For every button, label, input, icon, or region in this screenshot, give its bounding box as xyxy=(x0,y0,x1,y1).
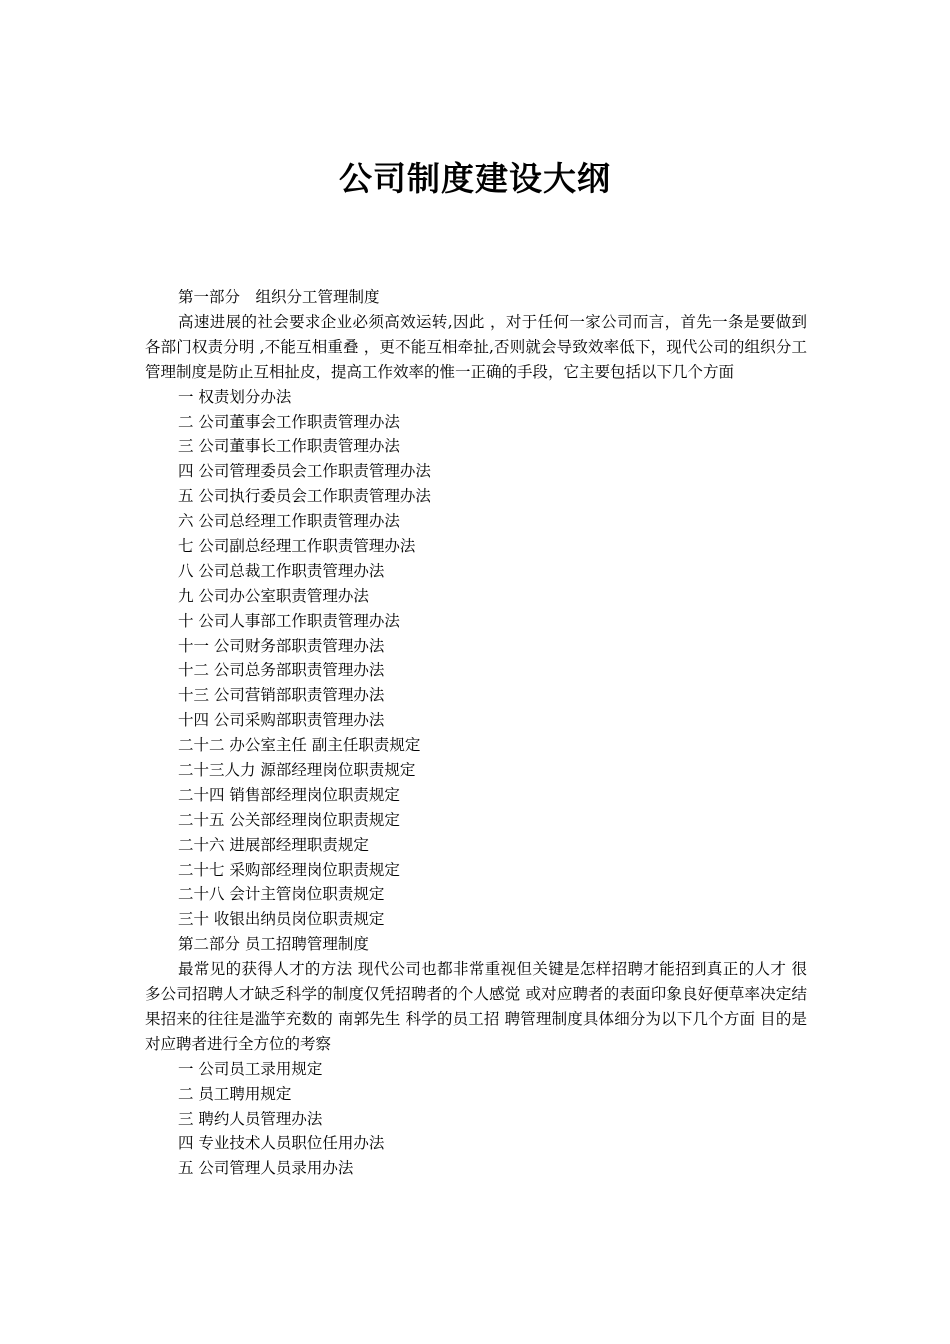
list-item: 十四 公司采购部职责管理办法 xyxy=(178,711,385,730)
list-item: 四 专业技术人员职位任用办法 xyxy=(178,1134,385,1153)
list-item: 二十五 公关部经理岗位职责规定 xyxy=(178,810,400,829)
list-item: 二十六 进展部经理职责规定 xyxy=(178,835,369,854)
part2-heading: 第二部分 员工招聘管理制度 xyxy=(178,935,369,954)
list-item: 六 公司总经理工作职责管理办法 xyxy=(178,512,400,531)
list-item: 九 公司办公室职责管理办法 xyxy=(178,586,369,605)
list-item: 十二 公司总务部职责管理办法 xyxy=(178,661,385,680)
list-item: 二 员工聘用规定 xyxy=(178,1084,292,1103)
list-item: 四 公司管理委员会工作职责管理办法 xyxy=(178,462,431,481)
part1-heading: 第一部分 组织分工管理制度 xyxy=(178,288,380,306)
list-item: 二十三人力 源部经理岗位职责规定 xyxy=(178,760,416,779)
part1-item-list xyxy=(145,385,807,933)
list-item: 十 公司人事部工作职责管理办法 xyxy=(178,611,400,630)
list-item: 五 公司管理人员录用办法 xyxy=(178,1159,354,1178)
list-item: 三 公司董事长工作职责管理办法 xyxy=(178,437,400,456)
document-body xyxy=(145,285,807,1181)
list-item: 八 公司总裁工作职责管理办法 xyxy=(178,561,385,580)
list-item: 二十二 办公室主任 副主任职责规定 xyxy=(178,736,421,755)
part2-item-list xyxy=(145,1057,807,1181)
list-item: 十一 公司财务部职责管理办法 xyxy=(178,636,385,655)
list-item: 十三 公司营销部职责管理办法 xyxy=(178,686,385,705)
list-item: 二 公司董事会工作职责管理办法 xyxy=(178,412,400,431)
part2-intro-paragraph: 最常见的获得人才的方法 现代公司也都非常重视但关键是怎样招聘才能招到真正的人才 很多公司招聘人才缺乏科学的制度仅凭招聘者的个人感觉 或对应聘者的表面印象良好便草率决定结果招来的往往是滥竽充数的 南郭先生 科学的员工招 聘管理制度具体细分为以下几个方面 目的是对应聘者进行全方位的考察 xyxy=(145,960,807,1053)
list-item: 二十四 销售部经理岗位职责规定 xyxy=(178,785,400,804)
list-item: 一 权责划分办法 xyxy=(178,387,292,406)
part1-intro-paragraph: 高速进展的社会要求企业必须高效运转,因此 ，对于任何一家公司而言，首先一条是要做到各部门权责分明 ,不能互相重叠 ，更不能互相牵扯,否则就会导致效率低下，现代公司的组织分工管理制度是防止互相扯皮，提高工作效率的惟一正确的手段，它主要包括以下几个方面 xyxy=(145,312,807,381)
document-title: 公司制度建设大纲 xyxy=(339,159,611,198)
list-item: 五 公司执行委员会工作职责管理办法 xyxy=(178,487,431,506)
list-item: 一 公司员工录用规定 xyxy=(178,1059,323,1078)
list-item: 三十 收银出纳员岗位职责规定 xyxy=(178,910,385,929)
list-item: 二十七 采购部经理岗位职责规定 xyxy=(178,860,400,879)
list-item: 二十八 会计主管岗位职责规定 xyxy=(178,885,385,904)
list-item: 七 公司副总经理工作职责管理办法 xyxy=(178,536,416,555)
list-item: 三 聘约人员管理办法 xyxy=(178,1109,323,1128)
